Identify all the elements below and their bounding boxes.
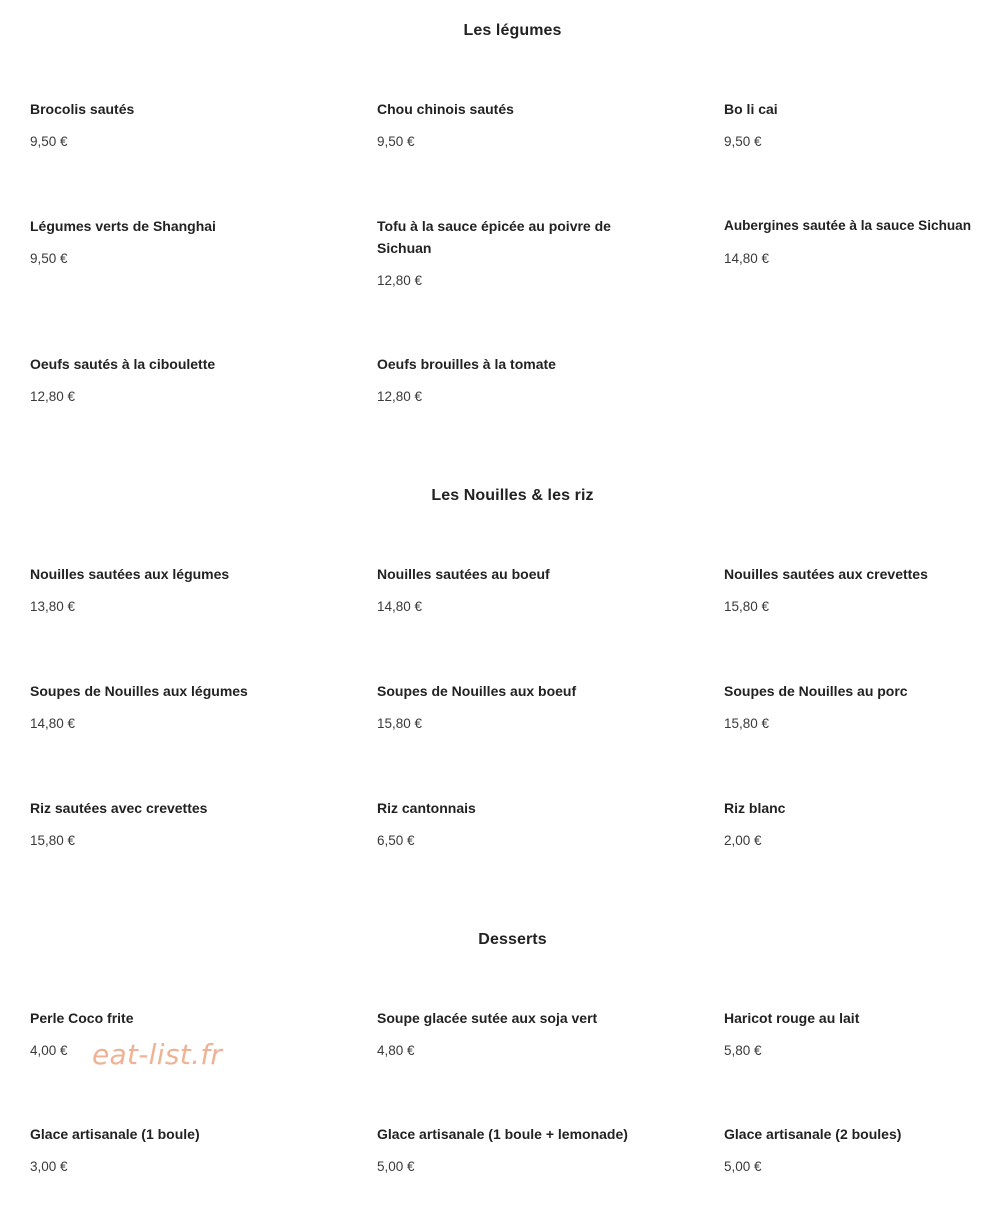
menu-item: [30, 215, 310, 268]
item-name: Glace artisanale (1 boule + lemonade): [377, 1126, 628, 1142]
menu-item: [377, 1007, 657, 1060]
item-name: Riz blanc: [724, 800, 786, 816]
menu-item: [724, 563, 989, 616]
item-price: 13,80 €: [30, 599, 76, 614]
menu-item: [724, 680, 989, 733]
menu-item: [724, 1123, 989, 1176]
item-name: Nouilles sautées au boeuf: [377, 566, 550, 582]
item-name: Oeufs sautés à la ciboulette: [30, 356, 216, 372]
menu-item: [30, 563, 310, 616]
item-name: Nouilles sautées aux crevettes: [724, 566, 928, 582]
item-name: Riz sautées avec crevettes: [30, 800, 208, 816]
section-title-nouilles-riz: Les Nouilles & les riz: [431, 487, 594, 504]
item-price: 9,50 €: [30, 134, 68, 149]
item-price: 12,80 €: [377, 389, 423, 404]
item-price: 15,80 €: [30, 833, 76, 848]
menu-item: [30, 797, 310, 850]
item-name: Perle Coco frite: [30, 1010, 134, 1026]
item-name: Nouilles sautées aux légumes: [30, 566, 230, 582]
menu-item: [377, 215, 657, 290]
item-name: Glace artisanale (1 boule): [30, 1126, 200, 1142]
item-price: 6,50 €: [377, 833, 415, 848]
item-price: 15,80 €: [377, 716, 423, 731]
item-price: 5,80 €: [724, 1043, 762, 1058]
item-price: 5,00 €: [724, 1159, 762, 1174]
menu-item: [377, 563, 657, 616]
menu-item: [377, 98, 657, 151]
item-name: Soupes de Nouilles aux légumes: [30, 683, 248, 699]
menu-item: [30, 353, 310, 406]
item-price: 14,80 €: [377, 599, 423, 614]
menu-item: [377, 353, 657, 406]
menu-item: [377, 680, 657, 733]
item-price: 14,80 €: [30, 716, 76, 731]
item-price: 12,80 €: [377, 273, 423, 288]
item-name: Soupe glacée sutée aux soja vert: [377, 1010, 598, 1026]
menu-item: [724, 1007, 989, 1060]
section-title-legumes: Les légumes: [463, 22, 562, 39]
item-name: Riz cantonnais: [377, 800, 476, 816]
item-name: Tofu à la sauce épicée au poivre de Sichuan: [377, 218, 611, 256]
item-name: Chou chinois sautés: [377, 101, 514, 117]
item-name: Aubergines sautée à la sauce Sichuan: [724, 218, 972, 233]
item-price: 4,00 €: [30, 1043, 68, 1058]
item-name: Glace artisanale (2 boules): [724, 1126, 902, 1142]
item-price: 15,80 €: [724, 599, 770, 614]
section-title-desserts: Desserts: [478, 931, 547, 948]
menu-item: [30, 680, 310, 733]
menu-item: [724, 98, 989, 151]
item-price: 9,50 €: [724, 134, 762, 149]
item-name: Soupes de Nouilles au porc: [724, 683, 908, 699]
item-price: 9,50 €: [30, 251, 68, 266]
item-name: Bo li cai: [724, 101, 778, 117]
item-name: Légumes verts de Shanghai: [30, 218, 216, 234]
menu-item: [724, 215, 986, 268]
menu-item: [30, 1123, 310, 1176]
item-price: 3,00 €: [30, 1159, 68, 1174]
item-name: Oeufs brouilles à la tomate: [377, 356, 556, 372]
menu-item: [377, 797, 657, 850]
item-name: Haricot rouge au lait: [724, 1010, 860, 1026]
item-price: 5,00 €: [377, 1159, 415, 1174]
item-name: Brocolis sautés: [30, 101, 135, 117]
item-price: 12,80 €: [30, 389, 76, 404]
menu-item: [724, 797, 989, 850]
item-price: 4,80 €: [377, 1043, 415, 1058]
watermark-logo: eat-list.fr: [92, 1038, 223, 1071]
item-name: Soupes de Nouilles aux boeuf: [377, 683, 577, 699]
item-price: 14,80 €: [724, 251, 770, 266]
item-price: 9,50 €: [377, 134, 415, 149]
menu-item: [377, 1123, 677, 1176]
menu-item: [30, 98, 310, 151]
item-price: 15,80 €: [724, 716, 770, 731]
item-price: 2,00 €: [724, 833, 762, 848]
